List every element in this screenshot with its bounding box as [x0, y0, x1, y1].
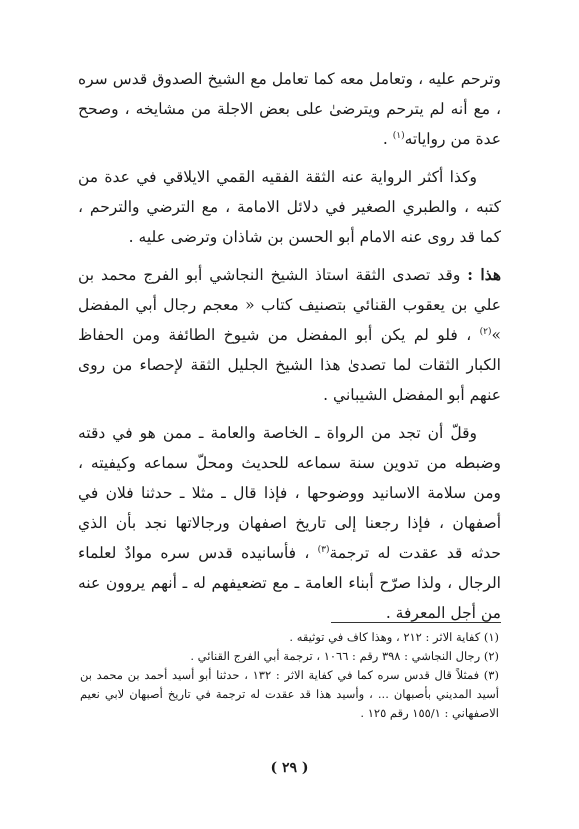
footnote-1: (١) كفاية الاثر : ٢١٢ ، وهذا كاف في توثيقه .	[289, 630, 499, 644]
paragraph-4-text: وقلّ أن تجد من الرواة ـ الخاصة والعامة ـ ممن هو في دقته وضبطه من تدوين سنة سماعه للحديث ومحلّ سماعه وكيفيته ، ومن سلامة الاسانيد ووضوحها ، فإذا قال ـ مثلا ـ حدثنا فلان في أصفهان ، فإذا رجعنا إلى تاريخ اصفهان ورجالاتها نجد بأن الذي حدثه قد عقدت له ترجمة	[78, 424, 502, 562]
footnote-2: (٢) رجال النجاشي : ٣٩٨ رقم : ١٠٦٦ ، ترجمة أبي الفرج القنائي .	[190, 649, 499, 663]
paragraph-3	[78, 260, 501, 410]
page-number: ( ٢٩ )	[270, 760, 309, 776]
paragraph-2	[78, 162, 501, 252]
paragraph-1-text: وترحم عليه ، وتعامل معه كما تعامل مع الشيخ الصدوق قدس سره ، مع أنه لم يترحم ويترضىٰ على بعض الاجلة من مشايخه ، وصحح عدة من رواياته	[78, 70, 501, 148]
paragraph-2-text: وكذا أكثر الرواية عنه الثقة الفقيه القمي الايلاقي في عدة من كتبه ، والطبري الصغير في دلائل الامامة ، مع الترضي والترحم ، كما قد روى عنه الامام أبو الحسن بن شاذان وترضى عليه .	[78, 168, 501, 246]
footnotes	[80, 628, 499, 723]
footnote-3: (٣) فمثلاً قال قدس سره كما في كفاية الاثر : ١٣٢ ، حدثنا أبو أسيد أحمد بن محمد بن أسيد المديني بأصبهان ... ، وأسيد هذا قد عقدت له ترجمة في تاريخ أصبهان لابي نعيم الاصفهاني : ١٥٥/١ رقم ١٢٥ .	[80, 668, 499, 720]
body-text	[78, 64, 501, 636]
footnote-ref-1: (١)	[392, 130, 405, 141]
paragraph-4	[78, 418, 501, 628]
footnote-divider	[331, 622, 501, 623]
footnote-ref-3: (٣)	[317, 544, 330, 555]
paragraph-3-lead: هذا :	[467, 265, 502, 284]
paragraph-1	[78, 64, 501, 154]
paragraph-3-tail: ، فلو لم يكن أبو المفضل من شيوخ الطائفة ومن الحفاظ الكبار الثقات لما تصدىٰ هذا الشيخ الجليل الثقة لإحصاء من روى عنهم أبو المفضل الشيباني .	[78, 326, 501, 404]
footnote-ref-2: (٢)	[479, 326, 492, 337]
paragraph-3-text: وقد تصدى الثقة استاذ الشيخ النجاشي أبو الفرج محمد بن علي بن يعقوب القنائي بتصنيف كتاب « معجم رجال أبي المفضل »	[78, 266, 501, 344]
paragraph-1-tail: .	[382, 130, 393, 148]
paragraph-4-tail: ، فأسانيده قدس سره موادٌ لعلماء الرجال ، ولذا صرّح أبناء العامة ـ مع تضعيفهم له ـ أنهم يروون عنه من أجل المعرفة .	[78, 544, 501, 622]
